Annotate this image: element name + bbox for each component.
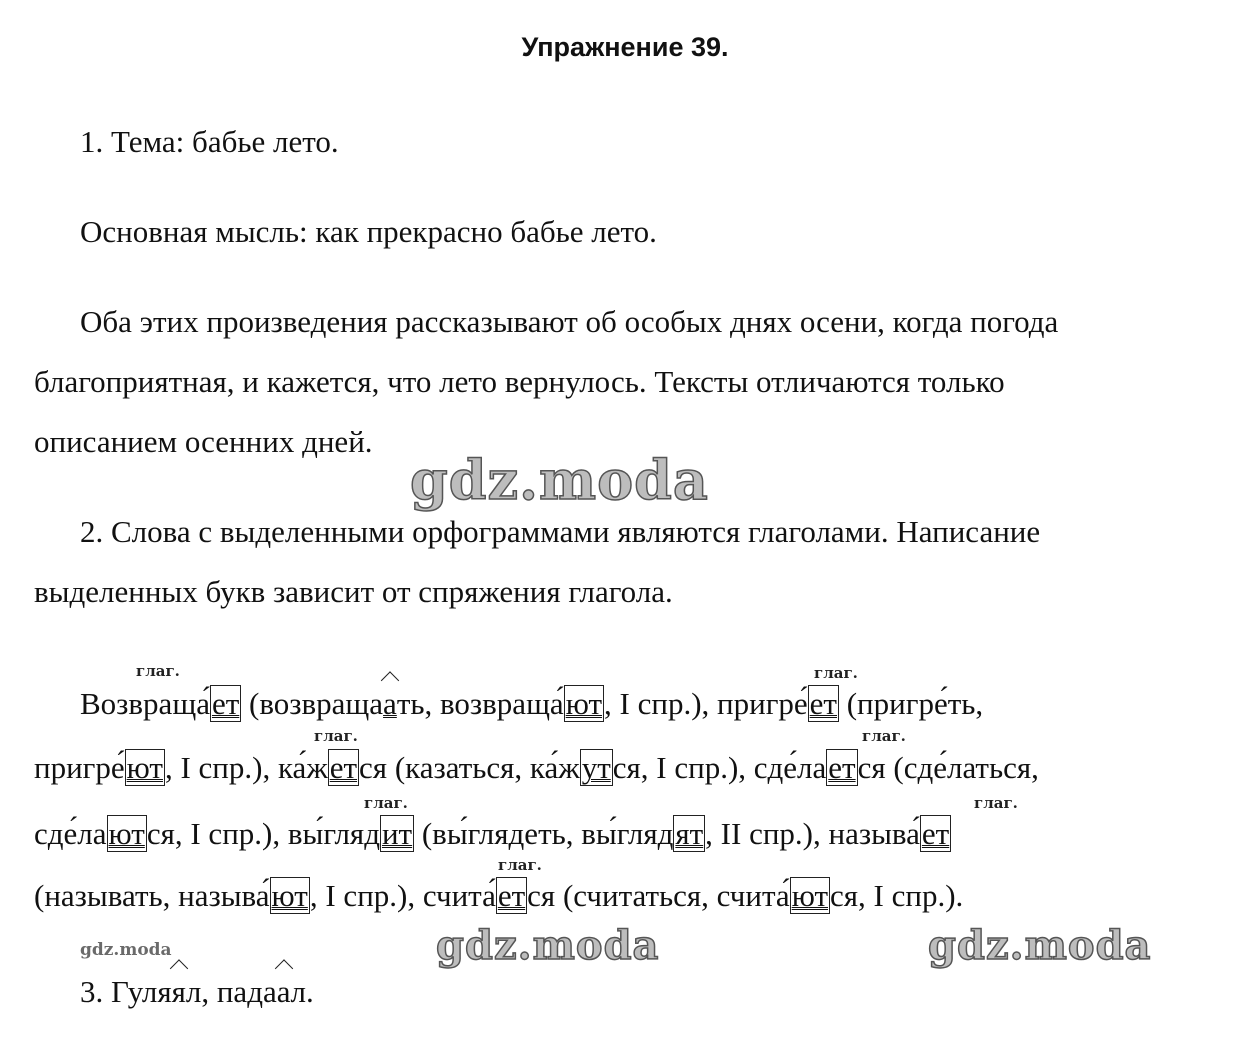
ending-box: ет: [211, 686, 240, 721]
ending-box: ут: [581, 750, 611, 785]
text-segment: (возвраща: [241, 686, 384, 721]
ending-box: ет: [921, 816, 950, 851]
verb-analysis-line-1: [80, 684, 983, 724]
text-segment: , I спр.), пригре́: [604, 686, 808, 721]
text-segment: сде́ла: [34, 816, 107, 851]
watermark-logo: gdz.moda: [928, 922, 1152, 969]
watermark-logo: gdz.moda: [436, 922, 660, 969]
text-segment: , I спр.), ка́ж: [164, 750, 328, 785]
ending-box: ет: [497, 878, 526, 913]
paragraph-task2-line-1: 2. Слова с выделенными орфограммами являются глаголами. Написание: [80, 514, 1041, 549]
text-segment: , II спр.), называ́: [705, 816, 920, 851]
verb-analysis-line-2: [34, 748, 1039, 788]
paragraph-task2-line-2: выделенных букв зависит от спряжения глагола.: [34, 574, 673, 609]
suffix-mark: а: [277, 972, 291, 1012]
ending-box: ет: [828, 750, 856, 785]
verb-analysis-line-4: [34, 876, 963, 916]
suffix-mark: я: [172, 972, 186, 1012]
annotation-verb: глаг.: [364, 794, 408, 812]
text-segment: ться, ка́ж: [458, 750, 580, 785]
text-segment: ся (каза: [359, 750, 459, 785]
text-segment: ть, возвраща́: [396, 686, 564, 721]
watermark-logo: gdz.moda: [410, 448, 709, 512]
text-segment: л.: [290, 974, 314, 1009]
text-segment: ся (счита: [527, 878, 646, 913]
ending-box: ит: [381, 816, 413, 851]
text-segment: ся, I спр.), вы́гляд: [146, 816, 380, 851]
suffix-mark: а: [383, 684, 397, 724]
text-segment: ся (сде́ла: [857, 750, 976, 785]
text-segment: (называ: [34, 878, 135, 913]
text-segment: 3. Гуля: [80, 974, 172, 1009]
annotation-verb: глаг.: [814, 664, 858, 682]
verb-analysis-line-3: [34, 814, 951, 854]
paragraph-comparison-line-2: благоприятная, и кажется, что лето вернулось. Тексты отличаются только: [34, 364, 1005, 399]
exercise-title: Упражнение 39.: [521, 32, 729, 62]
text-segment: ться,: [975, 750, 1039, 785]
text-segment: Возвраща́: [80, 686, 210, 721]
annotation-verb: глаг.: [136, 662, 180, 680]
paragraph-main-idea: Основная мысль: как прекрасно бабье лето.: [80, 214, 657, 249]
paragraph-comparison-line-3: описанием осенних дней.: [34, 424, 373, 459]
annotation-verb: глаг.: [498, 856, 542, 874]
paragraph-topic: 1. Тема: бабье лето.: [80, 124, 339, 159]
text-segment: ть, вы́гляд: [538, 816, 674, 851]
paragraph-comparison-line-1: Оба этих произведения рассказывают об особых днях осени, когда погода: [80, 304, 1059, 339]
text-segment: (пригре́: [838, 686, 948, 721]
ending-box: ют: [791, 878, 828, 913]
text-segment: ся, I спр.).: [830, 878, 964, 913]
ending-box: ет: [809, 686, 837, 721]
text-segment: , I спр.), счита́: [309, 878, 496, 913]
text-segment: ся, I спр.), сде́ла: [612, 750, 827, 785]
ending-box: ют: [271, 878, 308, 913]
ending-box: ют: [108, 816, 145, 851]
ending-box: ют: [126, 750, 163, 785]
annotation-verb: глаг.: [314, 727, 358, 745]
text-segment: л, пада: [185, 974, 277, 1009]
text-segment: (вы́гляде: [414, 816, 539, 851]
paragraph-task3: [80, 972, 314, 1012]
ending-box: ет: [329, 750, 358, 785]
text-segment: пригре́: [34, 750, 125, 785]
text-segment: ть,: [947, 686, 984, 721]
text-segment: ть, называ́: [134, 878, 270, 913]
ending-box: ют: [565, 686, 603, 721]
annotation-verb: глаг.: [974, 794, 1018, 812]
text-segment: ться, счита́: [645, 878, 790, 913]
watermark-small: gdz.moda: [80, 940, 172, 960]
ending-box: ят: [675, 816, 704, 851]
annotation-verb: глаг.: [862, 727, 906, 745]
